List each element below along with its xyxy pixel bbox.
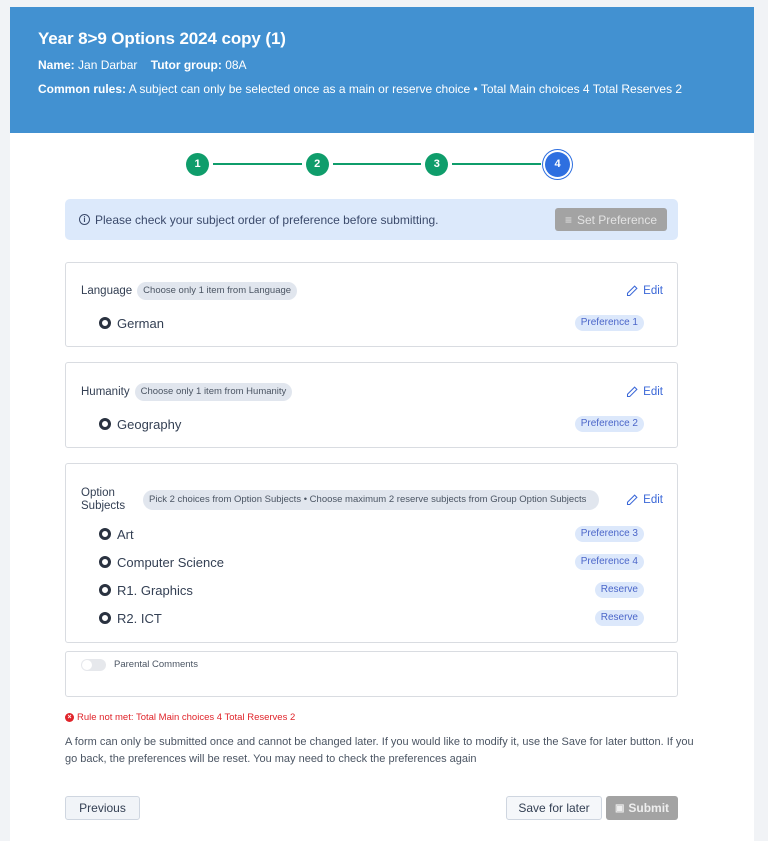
subject-label: Computer Science <box>117 554 224 570</box>
step-connector <box>452 163 541 165</box>
subject-label: R1. Graphics <box>117 582 193 598</box>
save-for-later-button[interactable]: Save for later <box>506 796 602 820</box>
group-hint: Choose only 1 item from Language <box>137 282 297 300</box>
pencil-icon <box>626 285 638 297</box>
subject-label: German <box>117 315 164 331</box>
rule-error-text: Rule not met: Total Main choices 4 Total Reserves 2 <box>77 712 296 723</box>
preference-badge: Preference 2 <box>575 416 644 432</box>
preference-badge: Preference 3 <box>575 526 644 542</box>
preference-badge: Preference 4 <box>575 554 644 570</box>
parental-comments-toggle[interactable] <box>81 659 106 671</box>
selected-radio-icon <box>99 528 111 540</box>
group-hint: Pick 2 choices from Option Subjects • Choose maximum 2 reserve subjects from Group Option Subjects <box>143 490 599 510</box>
list-order-icon: ≡ <box>564 212 572 227</box>
selected-radio-icon <box>99 584 111 596</box>
list-item <box>66 410 677 438</box>
selected-radio-icon <box>99 317 111 329</box>
edit-option-subjects-button[interactable] <box>626 494 663 506</box>
parental-comments-card <box>65 651 678 697</box>
step-4[interactable]: 4 <box>545 152 570 177</box>
edit-label: Edit <box>643 494 663 506</box>
list-item <box>66 548 677 576</box>
reserve-badge: Reserve <box>595 582 644 598</box>
edit-label: Edit <box>643 386 663 398</box>
edit-label: Edit <box>643 285 663 297</box>
group-name: Humanity <box>81 386 130 398</box>
list-item <box>66 576 677 604</box>
step-2[interactable]: 2 <box>306 153 329 176</box>
name-label: Name: <box>38 58 75 72</box>
list-item <box>66 309 677 337</box>
set-preference-label: Set Preference <box>576 212 657 227</box>
tutor-group-value: 08A <box>225 58 247 72</box>
subject-label: Geography <box>117 416 182 432</box>
parental-comments-label: Parental Comments <box>114 659 198 670</box>
previous-button[interactable]: Previous <box>65 796 140 820</box>
group-hint: Choose only 1 item from Humanity <box>135 383 293 401</box>
name-value: Jan Darbar <box>78 58 138 72</box>
pencil-icon <box>626 386 638 398</box>
edit-humanity-button[interactable] <box>626 386 663 398</box>
step-connector <box>333 163 422 165</box>
save-disk-icon: ▣ <box>614 802 625 814</box>
selected-radio-icon <box>99 612 111 624</box>
tutor-group-label: Tutor group: <box>150 58 222 72</box>
form-header <box>10 7 754 133</box>
common-rules <box>38 81 726 98</box>
student-meta <box>38 58 726 72</box>
selected-radio-icon <box>99 418 111 430</box>
step-1[interactable]: 1 <box>186 153 209 176</box>
submit-label: Submit <box>628 801 670 815</box>
edit-language-button[interactable] <box>626 285 663 297</box>
selected-radio-icon <box>99 556 111 568</box>
step-connector <box>213 163 302 165</box>
step-3[interactable]: 3 <box>425 153 448 176</box>
group-name: Language <box>81 285 133 297</box>
subject-label: R2. ICT <box>117 610 162 626</box>
error-circle-icon: × <box>65 713 74 722</box>
subject-label: Art <box>117 526 134 542</box>
progress-stepper <box>186 151 570 177</box>
preference-info-bar <box>65 199 678 240</box>
pencil-icon <box>626 494 638 506</box>
common-rules-text: A subject can only be selected once as a main or reserve choice • Total Main choices 4 Total Reserves 2 <box>128 82 683 96</box>
group-card-option-subjects <box>65 463 678 643</box>
info-message: Please check your subject order of preference before submitting. <box>95 212 439 227</box>
group-name: Option Subjects <box>81 487 126 512</box>
info-icon: i <box>79 214 90 225</box>
reserve-badge: Reserve <box>595 610 644 626</box>
set-preference-button[interactable] <box>555 208 667 231</box>
group-card-language <box>65 262 678 347</box>
group-card-humanity <box>65 362 678 448</box>
list-item <box>66 604 677 632</box>
list-item <box>66 520 677 548</box>
form-title: Year 8>9 Options 2024 copy (1) <box>38 29 286 48</box>
submission-notice: A form can only be submitted once and cannot be changed later. If you would like to modify it, use the Save for later button. If you go back, the preferences will be reset. You may need to check the preferences again <box>65 736 694 765</box>
submit-button[interactable] <box>606 796 678 820</box>
rule-error-message <box>65 712 295 723</box>
common-rules-label: Common rules: <box>38 82 127 96</box>
preference-badge: Preference 1 <box>575 315 644 331</box>
